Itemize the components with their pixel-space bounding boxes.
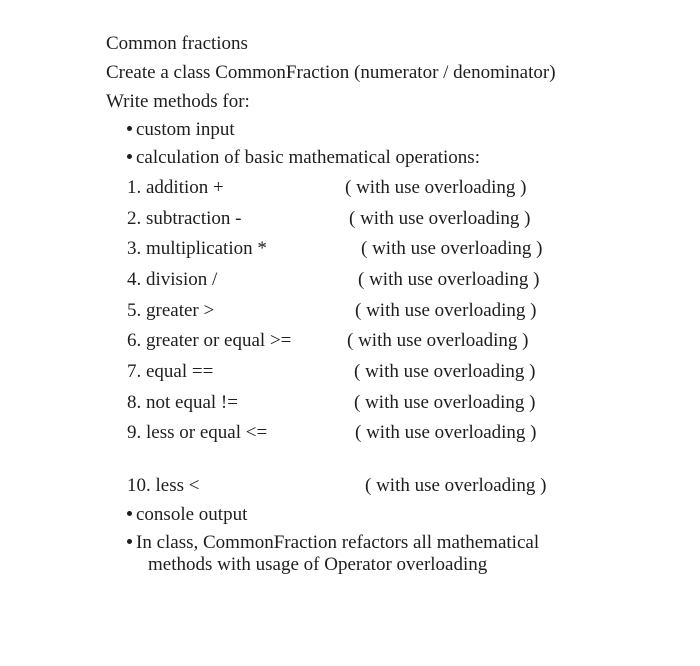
bullet-item xyxy=(127,505,247,524)
operation-note: ( with use overloading ) xyxy=(345,177,527,198)
bullet-text: calculation of basic mathematical operations: xyxy=(136,147,480,168)
operation-note: ( with use overloading ) xyxy=(349,208,531,229)
operation-note: ( with use overloading ) xyxy=(365,475,547,496)
operation-label: 5. greater > xyxy=(127,300,215,321)
bullet-item xyxy=(127,148,480,167)
page-title: Common fractions xyxy=(106,33,248,54)
operation-note: ( with use overloading ) xyxy=(347,330,529,351)
bullet-item xyxy=(127,533,539,552)
bullet-icon xyxy=(127,154,132,159)
operation-label: 4. division / xyxy=(127,269,218,290)
bullet-item xyxy=(127,120,235,139)
operation-label: 3. multiplication * xyxy=(127,238,267,259)
operation-label: 10. less < xyxy=(127,475,200,496)
bullet-icon xyxy=(127,126,132,131)
operation-note: ( with use overloading ) xyxy=(358,269,540,290)
operation-label: 6. greater or equal >= xyxy=(127,330,292,351)
operation-label: 7. equal == xyxy=(127,361,214,382)
bullet-text: console output xyxy=(136,504,248,525)
operation-label: 2. subtraction - xyxy=(127,208,242,229)
methods-heading: Write methods for: xyxy=(106,91,250,112)
operation-label: 9. less or equal <= xyxy=(127,422,268,443)
operation-note: ( with use overloading ) xyxy=(355,422,537,443)
operation-note: ( with use overloading ) xyxy=(355,300,537,321)
bullet-text: In class, CommonFraction refactors all mathematical xyxy=(136,532,540,553)
operation-note: ( with use overloading ) xyxy=(361,238,543,259)
intro-text: Create a class CommonFraction (numerator / denominator) xyxy=(106,62,556,83)
bullet-text: custom input xyxy=(136,119,235,140)
operation-label: 1. addition + xyxy=(127,177,224,198)
bullet-continuation: methods with usage of Operator overloading xyxy=(148,554,488,575)
operation-note: ( with use overloading ) xyxy=(354,361,536,382)
bullet-icon xyxy=(127,511,132,516)
operation-note: ( with use overloading ) xyxy=(354,392,536,413)
bullet-icon xyxy=(127,539,132,544)
operation-label: 8. not equal != xyxy=(127,392,238,413)
